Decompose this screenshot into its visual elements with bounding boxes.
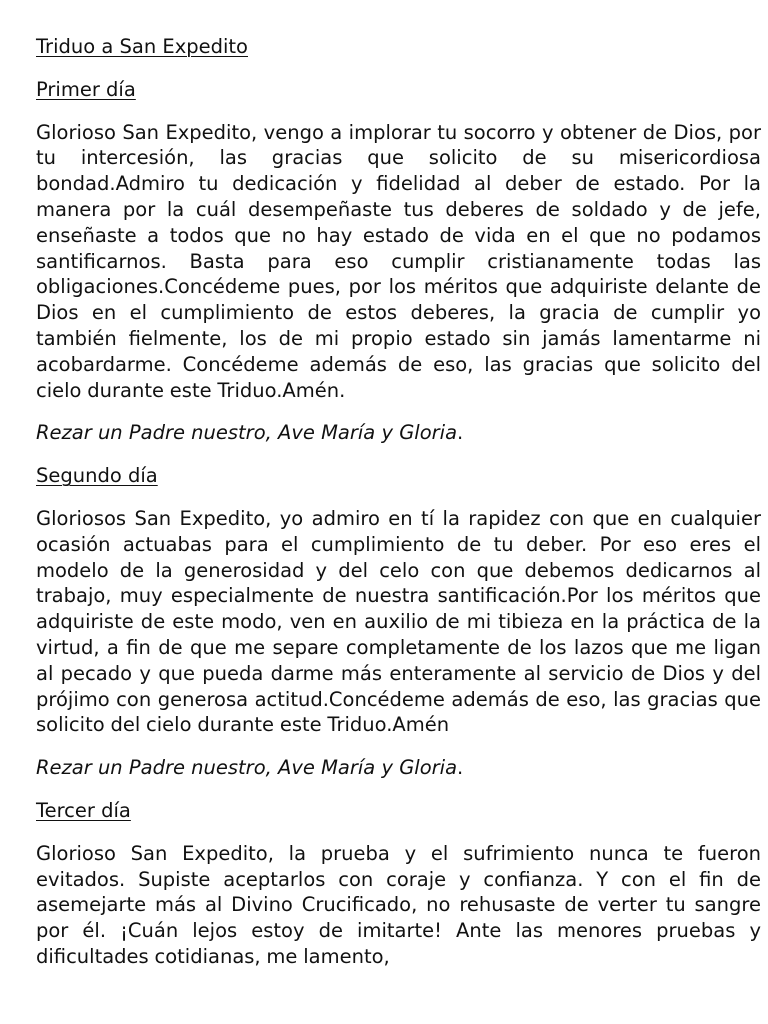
day-section-tercer [36,798,761,970]
prayer-rubric [36,755,761,781]
day-heading: Tercer día [36,798,131,822]
day-heading: Segundo día [36,464,158,488]
prayer-paragraph: Glorioso San Expedito, la prueba y el sufrimiento nunca te fueron evitados. Supiste aceptarlos con coraje y confianza. Y con el fin de asemejarte más al Divino Crucificado, no rehusaste de verter tu sangre por él. ¡Cuán lejos estoy de imitarte! Ante las menores pruebas y dificultades cotidianas, me lamento, [36,841,761,968]
rubric-text: Rezar un Padre nuestro, Ave María y Gloria [36,421,458,445]
document-page [36,34,761,987]
day-section-primer [36,77,761,446]
prayer-rubric [36,420,761,446]
document-title: Triduo a San Expedito [36,35,248,58]
rubric-period: . [457,421,464,445]
prayer-paragraph: Glorioso San Expedito, vengo a implorar tu socorro y obtener de Dios, por tu intercesión, las gracias que solicito de su misericordiosa bondad.Admiro tu dedicación y fidelidad al deber de estado. Por la manera por la cuál desempeñaste tus deberes de soldado y de jefe, enseñaste a todos que no hay estado de vida en el que no podamos santificarnos. Basta para eso cumplir cristianamente todas las obligaciones.Concédeme pues, por los méritos que adquiriste delante de Dios en el cumplimiento de estos deberes, la gracia de cumplir yo también fielmente, los de mi propio estado sin jamás lamentarme ni acobardarme. Concédeme además de eso, las gracias que solicito del cielo durante este Triduo.Amén. [36,120,761,402]
day-section-segundo [36,463,761,781]
rubric-text: Rezar un Padre nuestro, Ave María y Gloria [36,756,458,780]
rubric-period: . [457,756,464,780]
day-heading: Primer día [36,77,136,101]
prayer-paragraph: Gloriosos San Expedito, yo admiro en tí la rapidez con que en cualquier ocasión actuabas para el cumplimiento de tu deber. Por eso eres el modelo de la generosidad y del celo con que debemos dedicarnos al trabajo, muy especialmente de nuestra santificación.Por los méritos que adquiriste de este modo, ven en auxilio de mi tibieza en la práctica de la virtud, a fin de que me separe completamente de los lazos que me ligan al pecado y que pueda darme más enteramente al servicio de Dios y del prójimo con generosa actitud.Concédeme además de eso, las gracias que solicito del cielo durante este Triduo.Amén [36,506,761,737]
